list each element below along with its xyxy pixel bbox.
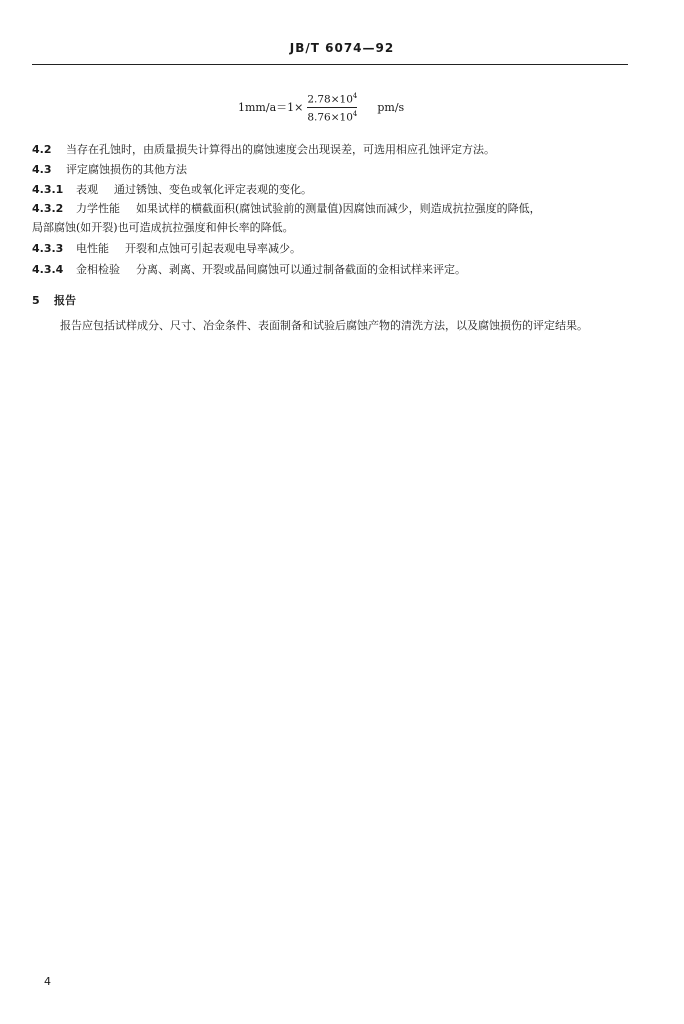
clause-text: 评定腐蚀损伤的其他方法	[66, 163, 187, 176]
page-number: 4	[44, 975, 51, 988]
clause-number: 4.2	[32, 143, 52, 156]
clause-number: 4.3.3	[32, 242, 64, 255]
formula-fraction	[307, 90, 357, 124]
denominator-exponent: 4	[352, 109, 358, 118]
clause-4-3-2	[32, 200, 541, 216]
clause-number: 4.3.2	[32, 202, 64, 215]
numerator-exponent: 4	[352, 92, 358, 100]
clause-4-3-1	[32, 181, 312, 197]
clause-number: 4.3.4	[32, 263, 64, 276]
formula-unit: pm/s	[377, 100, 405, 114]
clause-text: 如果试样的横截面积(腐蚀试验前的测量值)因腐蚀而减少，则造成抗拉强度的降低，	[136, 202, 541, 215]
clause-4-3-3	[32, 240, 301, 256]
clause-term: 力学性能	[76, 202, 120, 215]
numerator-mantissa: 2.78×10	[307, 93, 353, 106]
clause-number: 4.3	[32, 163, 52, 176]
section-title: 报告	[54, 294, 76, 307]
section-number: 5	[32, 294, 40, 307]
formula-numerator	[307, 90, 357, 107]
clause-4-2	[32, 141, 495, 157]
denominator-mantissa: 8.76×10	[307, 111, 353, 123]
clause-term: 表观	[76, 183, 98, 196]
clause-term: 金相检验	[76, 263, 120, 276]
clause-4-3-2-continuation: 局部腐蚀(如开裂)也可造成抗拉强度和伸长率的降低。	[32, 221, 294, 234]
clause-text: 当存在孔蚀时，由质量损失计算得出的腐蚀速度会出现误差，可选用相应孔蚀评定方法。	[66, 143, 495, 156]
clause-term: 电性能	[76, 242, 109, 255]
clause-text: 分离、剥离、开裂或晶间腐蚀可以通过制备截面的金相试样来评定。	[136, 263, 466, 276]
clause-4-3-4	[32, 261, 466, 277]
formula-lhs: 1mm/a＝1×	[238, 101, 304, 114]
document-code-header: JB/T 6074—92	[289, 41, 395, 55]
section-5-heading	[32, 292, 76, 308]
header-rule	[32, 64, 628, 65]
clause-text: 开裂和点蚀可引起表观电导率减少。	[125, 242, 301, 255]
clause-number: 4.3.1	[32, 183, 64, 196]
clause-text: 通过锈蚀、变色或氧化评定表观的变化。	[114, 183, 312, 196]
formula-denominator	[307, 108, 357, 125]
section-5-paragraph: 报告应包括试样成分、尺寸、冶金条件、表面制备和试验后腐蚀产物的清洗方法，以及腐蚀损伤的评定结果。	[60, 319, 588, 332]
conversion-formula	[238, 90, 404, 124]
clause-4-3	[32, 161, 187, 177]
